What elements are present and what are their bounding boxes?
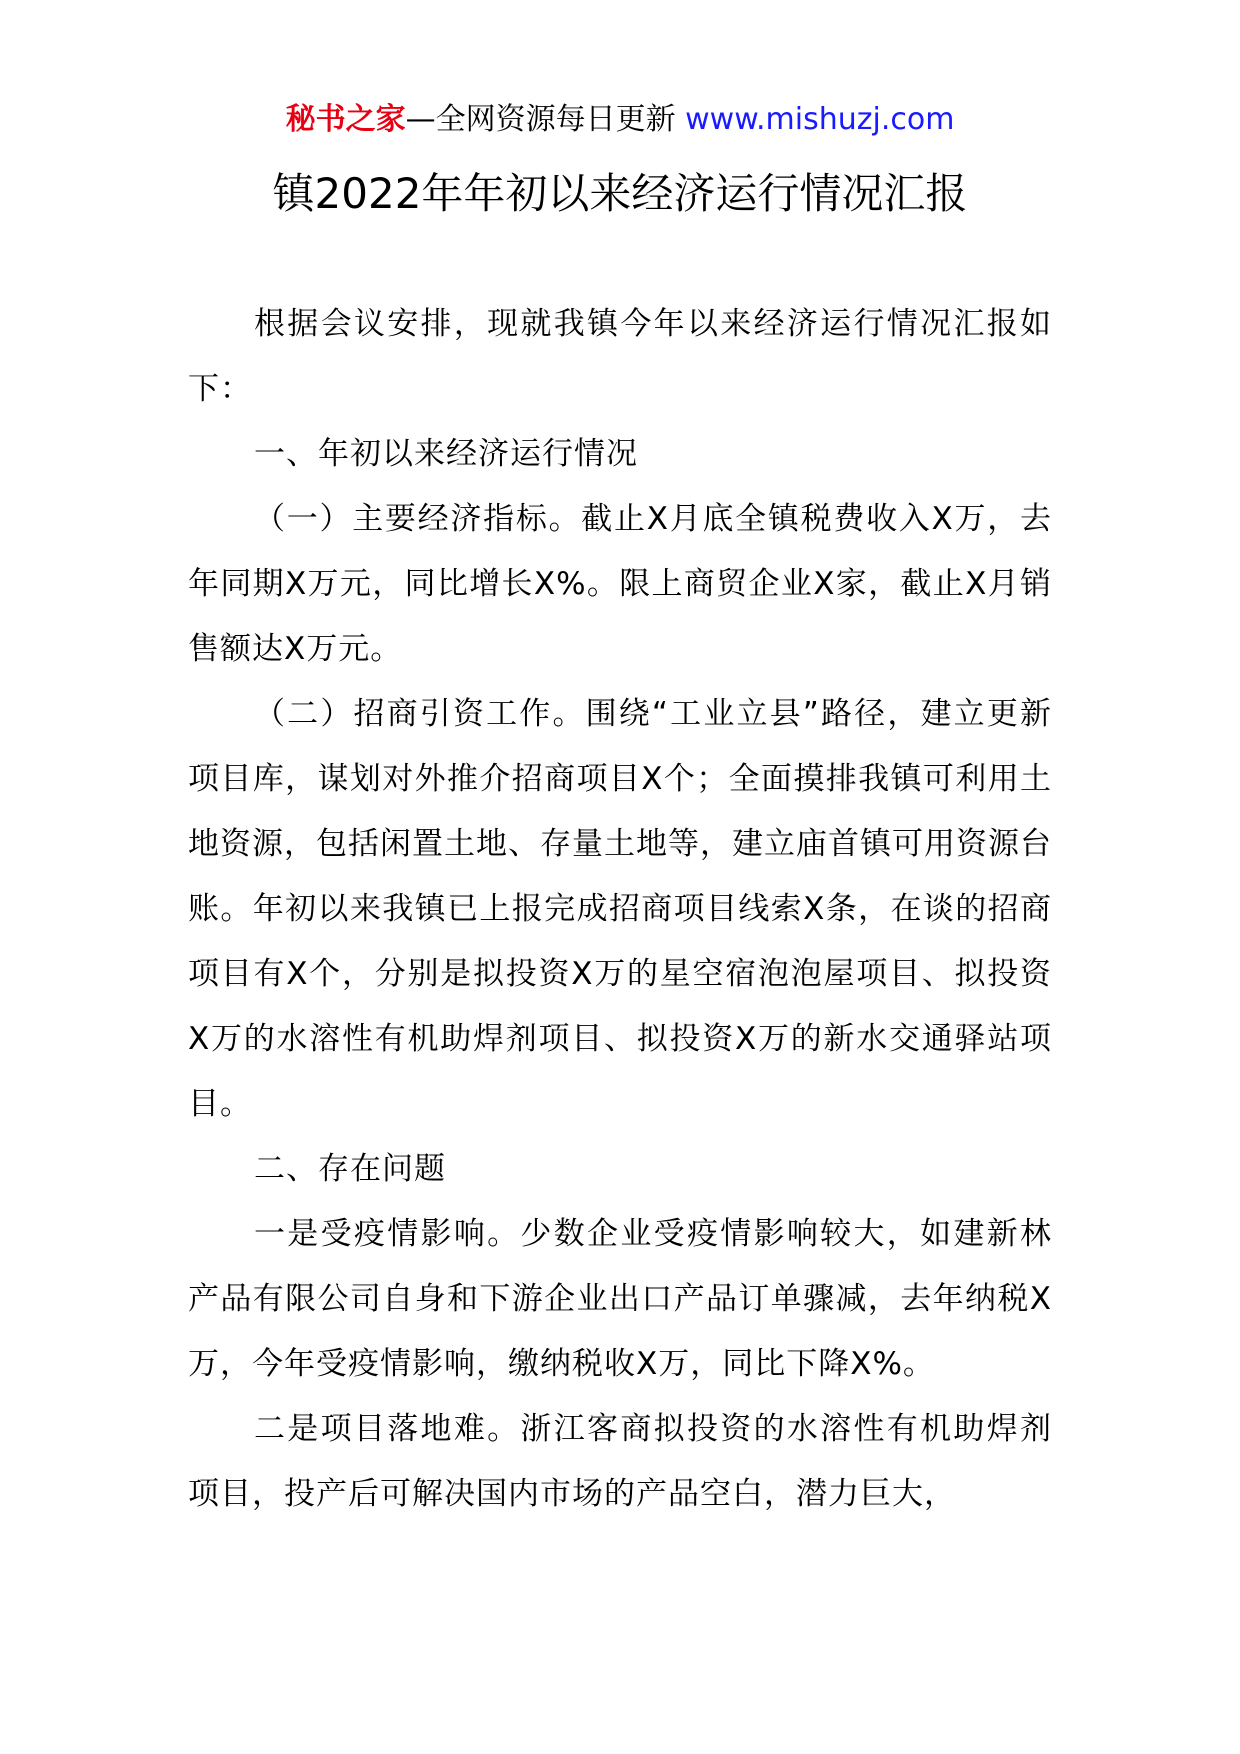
brand-name: 秘书之家 <box>285 102 406 137</box>
paragraph-economic-indicators: （一）主要经济指标。截止X月底全镇税费收入X万，去年同期X万元，同比增长X%。限上商贸企业X家，截止X月销售额达X万元。 <box>188 501 1052 667</box>
document-body <box>188 292 1052 1527</box>
section-heading-1: 一、年初以来经济运行情况 <box>254 436 638 472</box>
section-heading-2: 二、存在问题 <box>254 1151 446 1187</box>
paragraph-investment-promotion: （二）招商引资工作。围绕“工业立县”路径，建立更新项目库，谋划对外推介招商项目X个；全面摸排我镇可利用土地资源，包括闲置土地、存量土地等，建立庙首镇可用资源台账。年初以来我镇已上报完成招商项目线索X条，在谈的招商项目有X个，分别是拟投资X万的星空宿泡泡屋项目、拟投资X万的水溶性有机助焊剂项目、拟投资X万的新水交通驿站项目。 <box>188 696 1052 1122</box>
document-title: 镇2022年年初以来经济运行情况汇报 <box>272 169 968 218</box>
site-url: www.mishuzj.com <box>685 102 955 137</box>
header-slogan: —全网资源每日更新 <box>405 102 686 137</box>
paragraph-problem-1: 一是受疫情影响。少数企业受疫情影响较大，如建新林产品有限公司自身和下游企业出口产品订单骤减，去年纳税X万，今年受疫情影响，缴纳税收X万，同比下降X%。 <box>188 1216 1052 1382</box>
paragraph-intro: 根据会议安排，现就我镇今年以来经济运行情况汇报如下： <box>188 306 1052 407</box>
paragraph-problem-2: 二是项目落地难。浙江客商拟投资的水溶性有机助焊剂项目，投产后可解决国内市场的产品空白，潜力巨大， <box>188 1411 1052 1512</box>
site-header <box>0 100 1240 140</box>
